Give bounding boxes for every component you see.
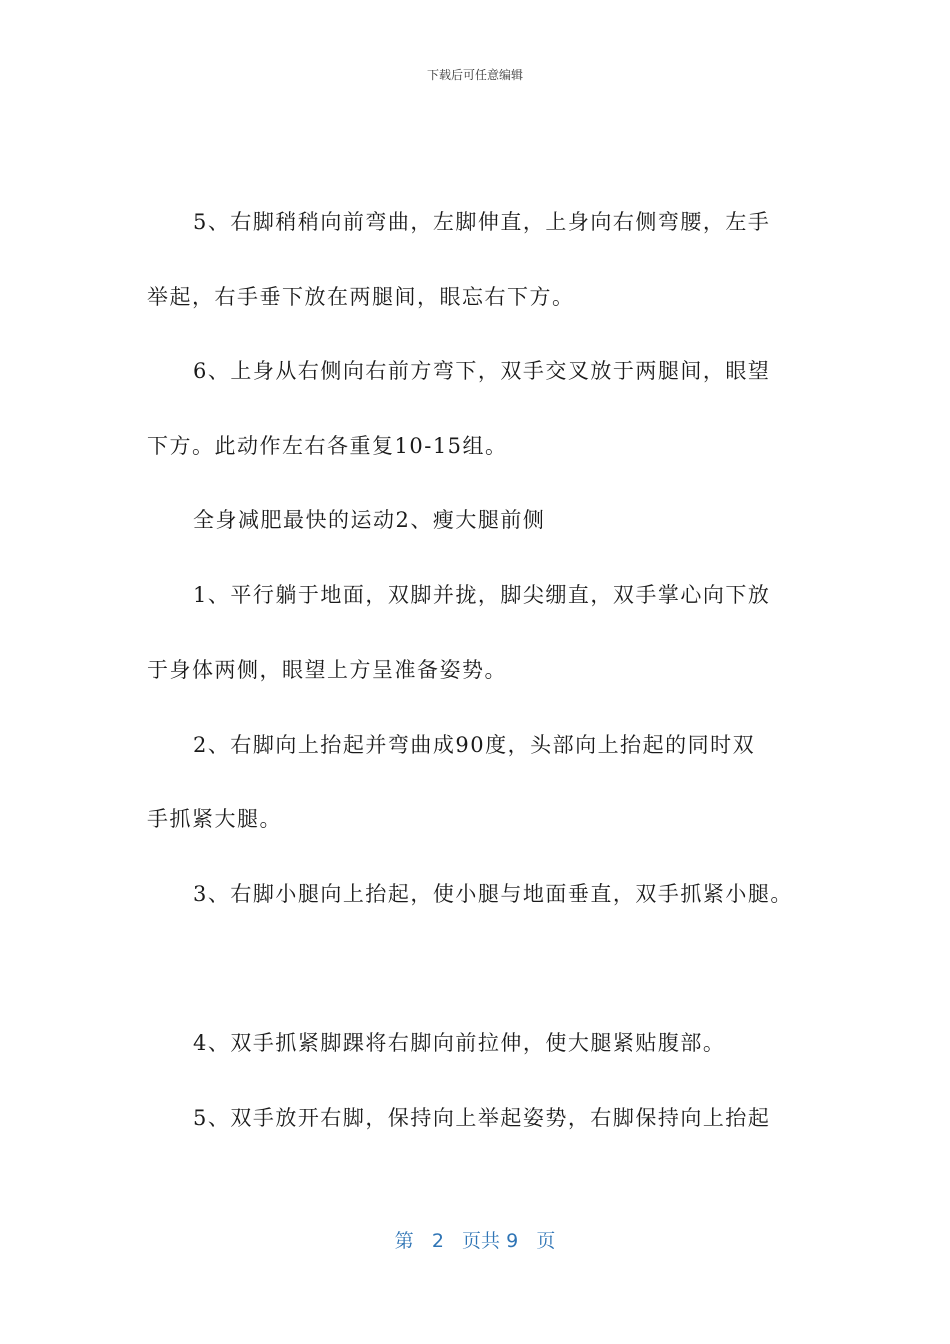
paragraph-line: 举起，右手垂下放在两腿间，眼忘右下方。 <box>147 285 575 309</box>
paragraph-line: 手抓紧大腿。 <box>147 807 282 831</box>
page-header: 下载后可任意编辑 <box>426 68 523 82</box>
page-middle: 页共 <box>462 1230 501 1252</box>
paragraph-line: 于身体两侧，眼望上方呈准备姿势。 <box>147 658 507 682</box>
page-total-number: 9 <box>506 1230 519 1252</box>
paragraph-line: 6、上身从右侧向右前方弯下，双手交叉放于两腿间，眼望 <box>193 359 771 383</box>
paragraph-line: 1、平行躺于地面，双脚并拢，脚尖绷直，双手掌心向下放 <box>193 583 771 607</box>
section-heading: 全身减肥最快的运动2、瘦大腿前侧 <box>193 508 546 532</box>
paragraph-line: 2、右脚向上抬起并弯曲成90度，头部向上抬起的同时双 <box>193 733 756 757</box>
paragraph-line: 下方。此动作左右各重复10-15组。 <box>147 434 508 458</box>
paragraph-line: 3、右脚小腿向上抬起，使小腿与地面垂直，双手抓紧小腿。 <box>193 882 793 906</box>
page-footer <box>0 1226 950 1253</box>
paragraph-line: 4、双手抓紧脚踝将右脚向前拉伸，使大腿紧贴腹部。 <box>193 1031 726 1055</box>
page-suffix: 页 <box>536 1230 556 1252</box>
paragraph-line: 5、双手放开右脚，保持向上举起姿势，右脚保持向上抬起 <box>193 1106 771 1130</box>
page-current-number: 2 <box>431 1230 444 1252</box>
paragraph-line: 5、右脚稍稍向前弯曲，左脚伸直，上身向右侧弯腰，左手 <box>193 210 771 234</box>
page-prefix: 第 <box>394 1230 414 1252</box>
